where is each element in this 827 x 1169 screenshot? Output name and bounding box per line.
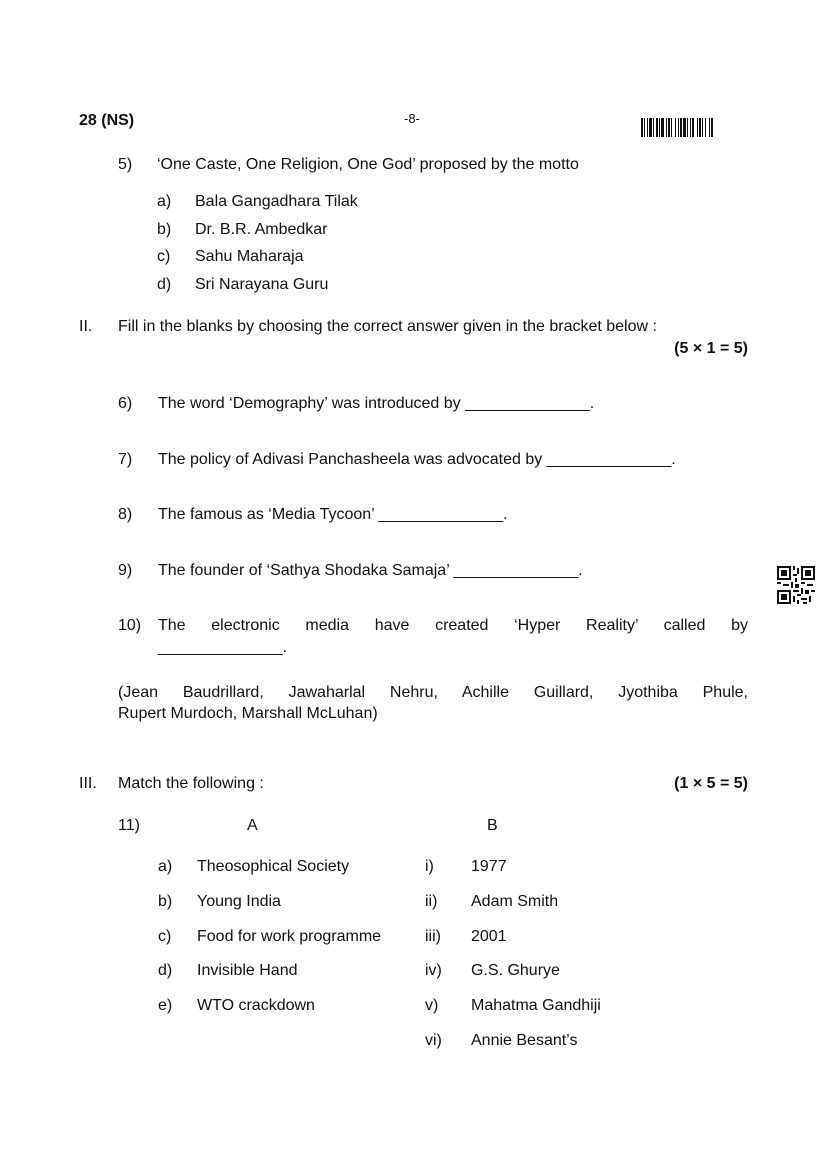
col-a-label: c)	[158, 928, 172, 945]
col-a-item: Young India	[197, 893, 281, 910]
q9-text: The founder of ‘Sathya Shodaka Samaja’ ______________.	[158, 562, 583, 579]
q5-option-a: Bala Gangadhara Tilak	[195, 193, 358, 210]
col-b-label: v)	[425, 997, 439, 1014]
q10-number: 10)	[118, 617, 142, 634]
col-a-label: a)	[158, 858, 173, 875]
q5-option-d: Sri Narayana Guru	[195, 276, 329, 293]
q6-number: 6)	[118, 395, 133, 412]
col-b-item: Adam Smith	[471, 893, 559, 910]
q8-text: The famous as ‘Media Tycoon’ ______________.	[158, 506, 508, 523]
col-b-item: 2001	[471, 928, 507, 945]
q5-option-b-label: b)	[157, 221, 172, 238]
page-number: -8-	[404, 111, 420, 126]
col-b-label: i)	[425, 858, 434, 875]
answer-options-line1: (Jean Baudrillard, Jawaharlal Nehru, Achille Guillard, Jyothiba Phule,	[118, 684, 748, 701]
col-b-label: ii)	[425, 893, 438, 910]
col-b-item: Mahatma Gandhiji	[471, 997, 601, 1014]
q5-option-b: Dr. B.R. Ambedkar	[195, 221, 328, 238]
col-a-label: d)	[158, 962, 173, 979]
q5-option-c-label: c)	[157, 248, 171, 265]
section-2-instruction: Fill in the blanks by choosing the correct answer given in the bracket below :	[118, 318, 657, 335]
column-b-header: B	[487, 817, 498, 834]
section-3-instruction: Match the following :	[118, 775, 264, 792]
qr-code	[777, 566, 815, 604]
barcode	[641, 118, 748, 137]
section-2-marks: (5 × 1 = 5)	[674, 340, 748, 357]
q7-number: 7)	[118, 451, 133, 468]
q7-text: The policy of Adivasi Panchasheela was advocated by ______________.	[158, 451, 676, 468]
q5-text: ‘One Caste, One Religion, One God’ proposed by the motto	[157, 156, 579, 173]
col-a-label: e)	[158, 997, 173, 1014]
q5-option-a-label: a)	[157, 193, 172, 210]
col-a-item: Food for work programme	[197, 928, 382, 945]
col-b-item: Annie Besant’s	[471, 1032, 578, 1049]
col-a-item: Invisible Hand	[197, 962, 298, 979]
q10-text-line2: ______________.	[158, 639, 288, 656]
q8-number: 8)	[118, 506, 133, 523]
col-b-label: vi)	[425, 1032, 442, 1049]
q9-number: 9)	[118, 562, 133, 579]
col-b-label: iii)	[425, 928, 441, 945]
col-a-item: WTO crackdown	[197, 997, 315, 1014]
section-3-marks: (1 × 5 = 5)	[674, 775, 748, 792]
col-a-label: b)	[158, 893, 173, 910]
col-b-label: iv)	[425, 962, 442, 979]
q6-text: The word ‘Demography’ was introduced by ______________.	[158, 395, 595, 412]
col-b-item: G.S. Ghurye	[471, 962, 560, 979]
paper-code: 28 (NS)	[79, 112, 135, 129]
column-a-header: A	[247, 817, 258, 834]
section-3-numeral: III.	[79, 775, 97, 792]
q10-text-line1: The electronic media have created ‘Hyper Reality’ called by	[158, 617, 748, 634]
col-a-item: Theosophical Society	[197, 858, 350, 875]
q5-option-c: Sahu Maharaja	[195, 248, 304, 265]
section-2-numeral: II.	[79, 318, 93, 335]
answer-options-line2: Rupert Murdoch, Marshall McLuhan)	[118, 705, 378, 722]
col-b-item: 1977	[471, 858, 507, 875]
q11-number: 11)	[118, 817, 140, 834]
q5-option-d-label: d)	[157, 276, 172, 293]
q5-number: 5)	[118, 156, 133, 173]
